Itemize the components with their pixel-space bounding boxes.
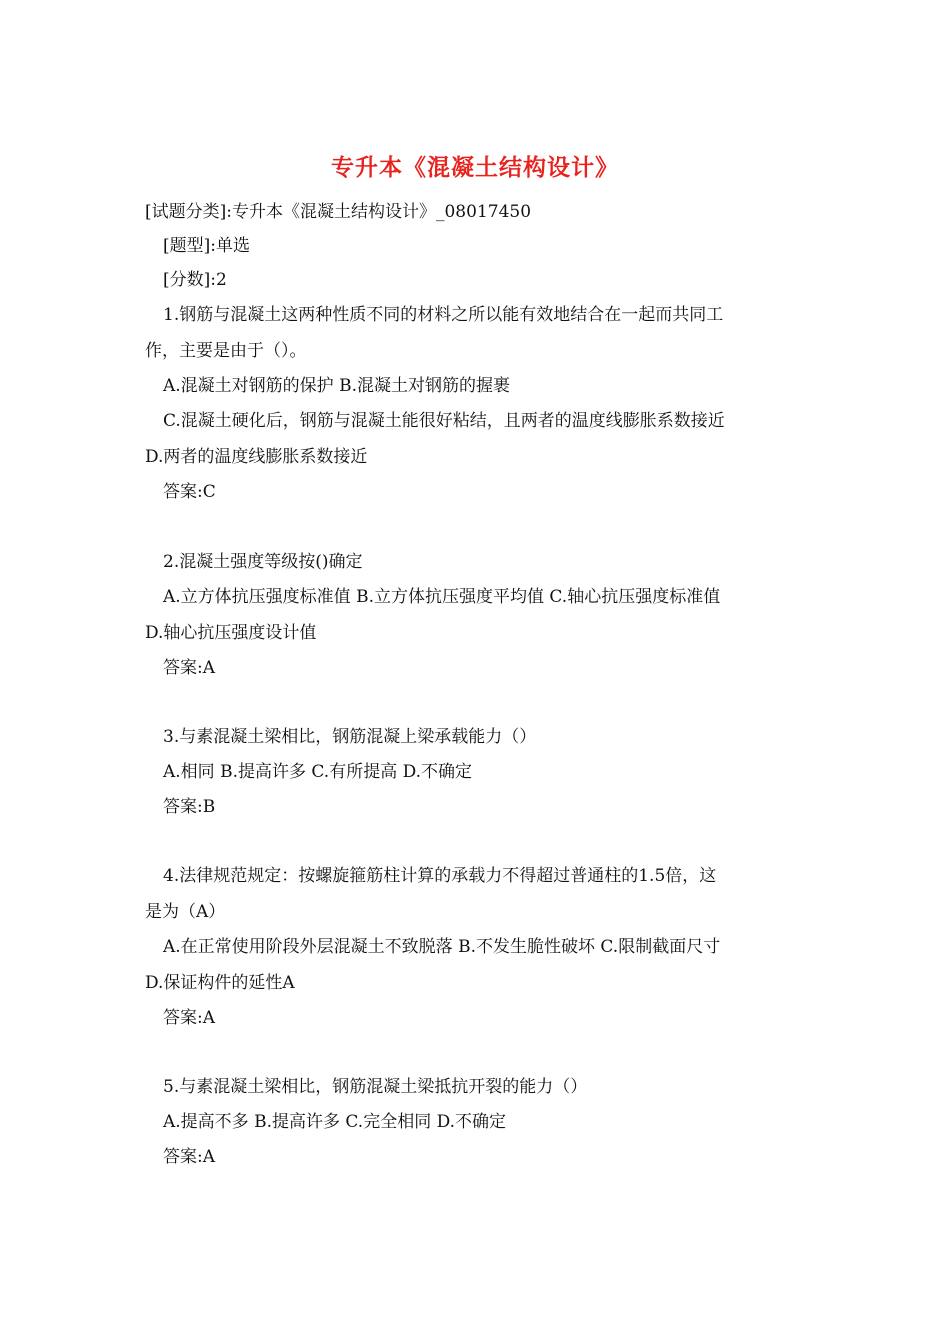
meta-score: [分数]:2 [163, 270, 227, 290]
document-title: 专升本《混凝土结构设计》 [331, 154, 619, 181]
question-4-options-line-1: A.在正常使用阶段外层混凝土不致脱落 B.不发生脆性破坏 C.限制截面尺寸 [163, 937, 721, 957]
question-1-options-line-1: A.混凝土对钢筋的保护 B.混凝土对钢筋的握裹 [163, 376, 510, 396]
question-5-answer: 答案:A [163, 1147, 216, 1167]
question-2-options-line-2: D.轴心抗压强度设计值 [145, 623, 317, 643]
question-1-stem-line-2: 作，主要是由于（）。 [145, 341, 307, 361]
question-1-answer: 答案:C [163, 482, 216, 502]
question-5-options-line-1: A.提高不多 B.提高许多 C.完全相同 D.不确定 [163, 1112, 507, 1132]
question-4-stem-line-1: 4.法律规范规定：按螺旋箍筋柱计算的承载力不得超过普通柱的1.5倍，这 [163, 866, 717, 886]
question-3-options-line-1: A.相同 B.提高许多 C.有所提高 D.不确定 [163, 762, 473, 782]
meta-category: [试题分类]:专升本《混凝土结构设计》_08017450 [145, 202, 532, 222]
question-1-options-line-3: D.两者的温度线膨胀系数接近 [145, 447, 368, 467]
question-2-stem-line-1: 2.混凝土强度等级按()确定 [163, 552, 363, 572]
question-2-answer: 答案:A [163, 658, 216, 678]
meta-question-type: [题型]:单选 [163, 236, 250, 256]
question-5-stem-line-1: 5.与素混凝土梁相比，钢筋混凝土梁抵抗开裂的能力（） [163, 1077, 588, 1097]
question-1-options-line-2: C.混凝土硬化后，钢筋与混凝土能很好粘结，且两者的温度线膨胀系数接近 [163, 411, 725, 431]
question-4-answer: 答案:A [163, 1008, 216, 1028]
question-1-stem-line-1: 1.钢筋与混凝土这两种性质不同的材料之所以能有效地结合在一起而共同工 [163, 305, 724, 325]
question-4-stem-line-2: 是为（A） [145, 902, 226, 922]
question-4-options-line-2: D.保证构件的延性A [145, 973, 295, 993]
question-3-stem-line-1: 3.与素混凝土梁相比，钢筋混凝上梁承载能力（） [163, 727, 537, 747]
question-2-options-line-1: A.立方体抗压强度标准值 B.立方体抗压强度平均值 C.轴心抗压强度标准值 [163, 587, 721, 607]
question-3-answer: 答案:B [163, 797, 216, 817]
